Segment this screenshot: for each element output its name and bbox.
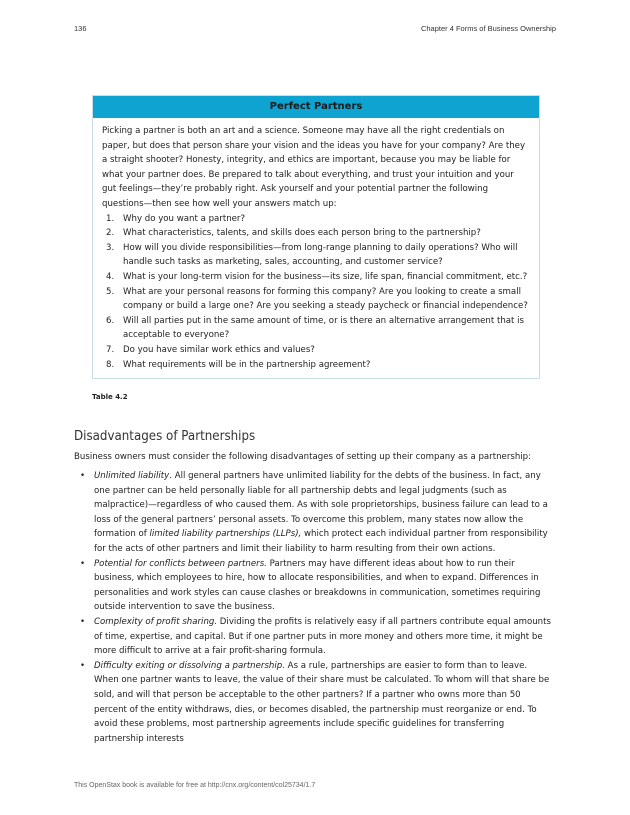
list-item: • Unlimited liability. All general partners have unlimited liability for the debts of the business. In fact, any one partner can be held personally liable for all partnership debts and legal judgments (such as malpractice)—regardless of who caused them. As with sole proprietorships, business failure can lead to a loss of the general partners’ personal assets. To overcome this problem, many states now allow the formation of limited liability partnerships (LLPs), which protect each individual partner from responsibility for the acts of other partners and limit their liability to harm resulting from their own actions. (80, 471, 548, 554)
list-item: • Potential for conflicts between partners. Partners may have different ideas about how to run their business, which employees to hire, how to allocate responsibilities, and when to expand. Differences in personalities and work styles can cause clashes or breakdowns in communication, sometimes requiring outside intervention to save the business. (80, 558, 541, 613)
page-number: 136 (74, 24, 87, 33)
disadvantages-list (74, 469, 554, 746)
term: Unlimited liability (94, 471, 170, 481)
term: limited liability partnerships (LLPs), (149, 529, 302, 540)
feature-intro: Picking a partner is both an art and a science. Someone may have all the right credentials on paper, but does that person share your vision and the ideas you have for your company? Are they a straight shooter? Honesty, integrity, and ethics are important, because you may be liable for what your partner does. Be prepared to talk about everything, and trust your intuition and your gut feelings—they’re probably right. Ask yourself and your potential partner the following questions—then see how well your answers match up: (102, 126, 526, 209)
list-item: • Complexity of profit sharing. Dividing the profits is relatively easy if all partners contribute equal amounts of time, expertise, and capital. But if one partner puts in more money and others more time, it might be more difficult to arrive at a fair profit-sharing formula. (80, 616, 551, 657)
question-list (102, 212, 530, 373)
feature-body (93, 118, 539, 378)
running-header: Chapter 4 Forms of Business Ownership (420, 24, 556, 33)
table-caption: Table 4.2 (92, 393, 128, 401)
bullet-icon: • (80, 660, 86, 671)
term: Potential for conflicts between partners. (94, 558, 267, 569)
list-item: 8. What requirements will be in the partnership agreement? (106, 359, 371, 370)
list-item: 4. What is your long-term vision for the business—its size, life span, financial commitment, etc.? (106, 271, 528, 282)
list-item: 6. Will all parties put in the same amount of time, or is there an alternative arrangement that is acceptable to everyone? (106, 315, 524, 341)
list-item: 2. What characteristics, talents, and skills does each person bring to the partnership? (106, 228, 481, 239)
feature-title: Perfect Partners (93, 96, 539, 118)
bullet-icon: • (80, 616, 86, 627)
section-intro: Business owners must consider the following disadvantages of setting up their company as a partnership: (74, 452, 532, 462)
bullet-icon: • (80, 558, 86, 569)
term: Difficulty exiting or dissolving a partnership. (94, 660, 285, 671)
list-item: 3. How will you divide responsibilities—from long-range planning to daily operations? Who will handle such tasks as marketing, sales, accounting, and customer service? (106, 242, 518, 268)
list-item: 5. What are your personal reasons for forming this company? Are you looking to create a small company or build a large one? Are you seeking a steady paycheck or financial independence? (106, 286, 528, 312)
term: Complexity of profit sharing. (94, 616, 218, 627)
list-item: 1. Why do you want a partner? (106, 213, 246, 224)
section-heading: Disadvantages of Partnerships (74, 428, 256, 444)
list-item: 7. Do you have similar work ethics and values? (106, 344, 315, 355)
feature-box (92, 95, 540, 379)
footer-note: This OpenStax book is available for free at http://cnx.org/content/col25734/1.7 (74, 782, 316, 789)
bullet-icon: • (80, 471, 86, 481)
list-item: • Difficulty exiting or dissolving a partnership. As a rule, partnerships are easier to form than to leave. When one partner wants to leave, the value of their share must be calculated. To whom will that share be sold, and will that person be acceptable to the other partners? If a partner who owns more than 50 percent of the entity withdraws, dies, or becomes disabled, the partnership must reorganize or end. To avoid these problems, most partnership agreements include specific guidelines for transferring partnership interests (80, 660, 550, 744)
